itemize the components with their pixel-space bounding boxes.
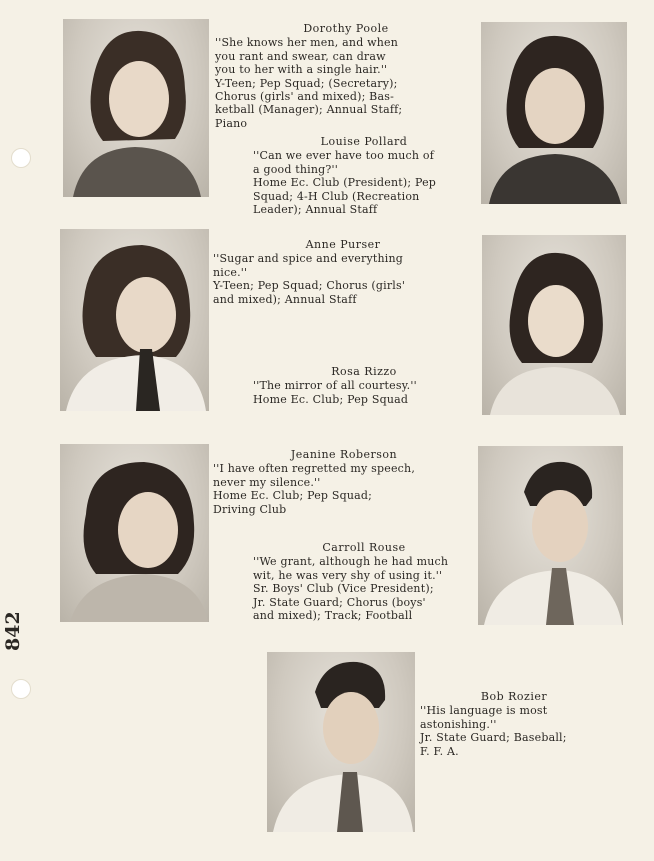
- student-quote: ''Sugar and spice and everything nice.'': [213, 252, 404, 279]
- student-name: Dorothy Poole: [303, 22, 389, 35]
- entry-carroll-rouse: [253, 541, 475, 622]
- entry-rosa-rizzo: [253, 365, 475, 406]
- student-activities: Jr. State Guard; Baseball; F. F. A.: [420, 731, 567, 758]
- student-name: Bob Rozier: [480, 690, 548, 703]
- photo-louise-pollard: [481, 22, 627, 204]
- student-name: Anne Purser: [305, 238, 381, 251]
- page-number: 842: [2, 611, 24, 651]
- student-quote: ''His language is most astonishing.'': [420, 704, 548, 731]
- student-activities: Y-Teen; Pep Squad; Chorus (girls' and mixed); Annual Staff: [213, 279, 406, 306]
- binder-hole-top: [11, 148, 31, 168]
- entry-bob-rozier: [420, 690, 608, 758]
- photo-jeanine-roberson: [60, 444, 209, 622]
- photo-dorothy-poole: [63, 19, 209, 197]
- student-quote: ''She knows her men, and when you rant and swear, can draw you to her with a single hair.'': [215, 36, 399, 77]
- student-activities: Y-Teen; Pep Squad; (Secretary); Chorus (girls' and mixed); Bas- ketball (Manager); Annual Staff; Piano: [215, 76, 403, 130]
- photo-bob-rozier: [267, 652, 415, 832]
- student-activities: Home Ec. Club; Pep Squad; Driving Club: [213, 489, 373, 516]
- photo-carroll-rouse: [478, 446, 623, 625]
- student-quote: ''Can we ever have too much of a good thing?'': [253, 149, 434, 176]
- student-activities: Home Ec. Club; Pep Squad: [253, 392, 409, 406]
- student-activities: Sr. Boys' Club (Vice President); Jr. State Guard; Chorus (boys' and mixed); Track; Football: [253, 582, 434, 623]
- photo-rosa-rizzo: [482, 235, 626, 415]
- binder-hole-bottom: [11, 679, 31, 699]
- student-activities: Home Ec. Club (President); Pep Squad; 4-H Club (Recreation Leader); Annual Staff: [253, 176, 437, 217]
- photo-anne-purser: [60, 229, 209, 411]
- student-name: Louise Pollard: [320, 135, 408, 148]
- student-quote: ''The mirror of all courtesy.'': [253, 379, 417, 393]
- student-quote: ''I have often regretted my speech, never my silence.'': [213, 462, 416, 489]
- student-name: Carroll Rouse: [322, 541, 406, 554]
- entry-anne-purser: [213, 238, 473, 306]
- student-name: Rosa Rizzo: [331, 365, 397, 378]
- student-name: Jeanine Roberson: [290, 448, 398, 461]
- entry-louise-pollard: [253, 135, 475, 216]
- entry-dorothy-poole: [215, 22, 477, 130]
- student-quote: ''We grant, although he had much wit, he was very shy of using it.'': [253, 555, 449, 582]
- entry-jeanine-roberson: [213, 448, 475, 516]
